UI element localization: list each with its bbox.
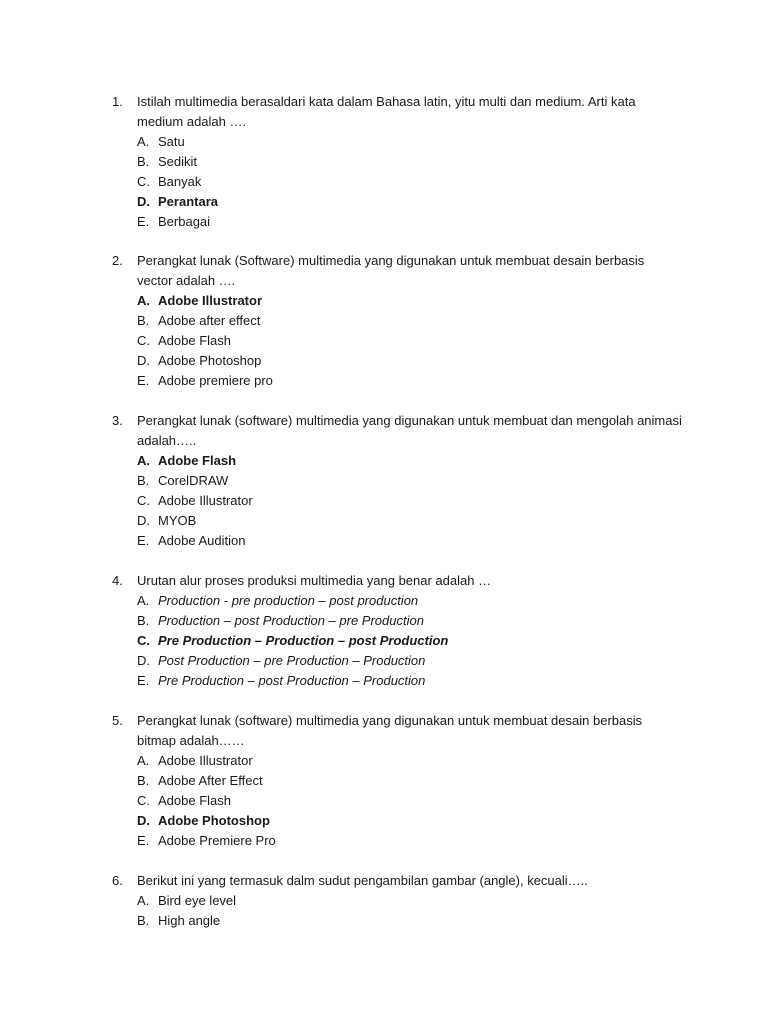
option-letter: A.: [137, 893, 150, 908]
option-letter: C.: [137, 174, 150, 189]
question-number: 4.: [112, 573, 123, 588]
option-d: [0, 511, 768, 531]
option-letter: E.: [137, 373, 150, 388]
option-text: Adobe After Effect: [158, 773, 263, 788]
option-text: Adobe Photoshop: [158, 353, 262, 368]
option-text: Adobe Flash: [158, 793, 231, 808]
question-number: 5.: [112, 713, 123, 728]
option-letter: D.: [137, 194, 150, 209]
option-letter: E.: [137, 673, 150, 688]
question-text: Istilah multimedia berasaldari kata dalam Bahasa latin, yitu multi dan medium. Arti kata medium adalah ….: [137, 94, 636, 129]
option-d: [0, 811, 768, 831]
option-a: [0, 451, 768, 471]
option-letter: D.: [137, 353, 150, 368]
question-number: 6.: [112, 873, 123, 888]
option-b: [0, 611, 768, 631]
option-letter: D.: [137, 653, 150, 668]
option-letter: E.: [137, 533, 150, 548]
option-d: [0, 192, 768, 212]
option-text: Adobe Illustrator: [158, 493, 253, 508]
option-b: [0, 311, 768, 331]
option-letter: A.: [137, 593, 150, 608]
option-text: Satu: [158, 134, 185, 149]
option-a: [0, 591, 768, 611]
option-text: Adobe premiere pro: [158, 373, 273, 388]
option-text: Adobe Illustrator: [158, 293, 263, 308]
option-letter: E.: [137, 214, 150, 229]
option-a: [0, 132, 768, 152]
option-text: CorelDRAW: [158, 473, 229, 488]
option-letter: B.: [137, 913, 150, 928]
question-text: Urutan alur proses produksi multimedia yang benar adalah …: [137, 573, 492, 588]
option-text: High angle: [158, 913, 221, 928]
option-text: Post Production – pre Production – Production: [158, 653, 426, 668]
option-text: Adobe Audition: [158, 533, 246, 548]
option-letter: C.: [137, 793, 150, 808]
option-text: Adobe Flash: [158, 453, 237, 468]
option-text: MYOB: [158, 513, 197, 528]
option-letter: A.: [137, 753, 150, 768]
option-text: Perantara: [158, 194, 218, 209]
option-letter: B.: [137, 313, 150, 328]
option-text: Berbagai: [158, 214, 211, 229]
option-text: Pre Production – Production – post Production: [158, 633, 449, 648]
option-b: [0, 471, 768, 491]
option-text: Adobe Illustrator: [158, 753, 253, 768]
option-letter: B.: [137, 154, 150, 169]
option-c: [0, 172, 768, 192]
option-letter: D.: [137, 513, 150, 528]
option-c: [0, 791, 768, 811]
option-letter: C.: [137, 493, 150, 508]
option-text: Adobe Flash: [158, 333, 231, 348]
option-e: [0, 531, 768, 551]
option-letter: C.: [137, 333, 150, 348]
option-letter: A.: [137, 134, 150, 149]
question-number: 1.: [112, 94, 123, 109]
option-e: [0, 212, 768, 232]
option-a: [0, 891, 768, 911]
option-letter: B.: [137, 613, 150, 628]
question-number: 3.: [112, 413, 123, 428]
option-a: [0, 751, 768, 771]
option-text: Adobe Premiere Pro: [158, 833, 276, 848]
option-e: [0, 371, 768, 391]
option-letter: B.: [137, 773, 150, 788]
option-b: [0, 911, 768, 931]
question-text: Perangkat lunak (software) multimedia yang digunakan untuk membuat dan mengolah animasi adalah…..: [137, 413, 682, 448]
option-text: Production - pre production – post production: [158, 593, 419, 608]
option-text: Adobe Photoshop: [158, 813, 270, 828]
option-text: Sedikit: [158, 154, 198, 169]
option-text: Bird eye level: [158, 893, 237, 908]
option-letter: C.: [137, 633, 150, 648]
question-text: Berikut ini yang termasuk dalm sudut pengambilan gambar (angle), kecuali…..: [137, 873, 588, 888]
question-number: 2.: [112, 253, 123, 268]
option-b: [0, 152, 768, 172]
option-text: Pre Production – post Production – Production: [158, 673, 426, 688]
option-d: [0, 651, 768, 671]
option-letter: B.: [137, 473, 150, 488]
option-letter: A.: [137, 453, 150, 468]
option-c: [0, 631, 768, 651]
option-text: Banyak: [158, 174, 202, 189]
option-text: Production – post Production – pre Production: [158, 613, 424, 628]
option-e: [0, 671, 768, 691]
option-letter: D.: [137, 813, 150, 828]
option-c: [0, 331, 768, 351]
option-d: [0, 351, 768, 371]
question-text: Perangkat lunak (Software) multimedia yang digunakan untuk membuat desain berbasis vector adalah ….: [137, 253, 645, 288]
option-e: [0, 831, 768, 851]
option-b: [0, 771, 768, 791]
option-text: Adobe after effect: [158, 313, 261, 328]
option-a: [0, 291, 768, 311]
option-letter: E.: [137, 833, 150, 848]
question-text: Perangkat lunak (software) multimedia yang digunakan untuk membuat desain berbasis bitmap adalah……: [137, 713, 643, 748]
option-c: [0, 491, 768, 511]
option-letter: A.: [137, 293, 150, 308]
